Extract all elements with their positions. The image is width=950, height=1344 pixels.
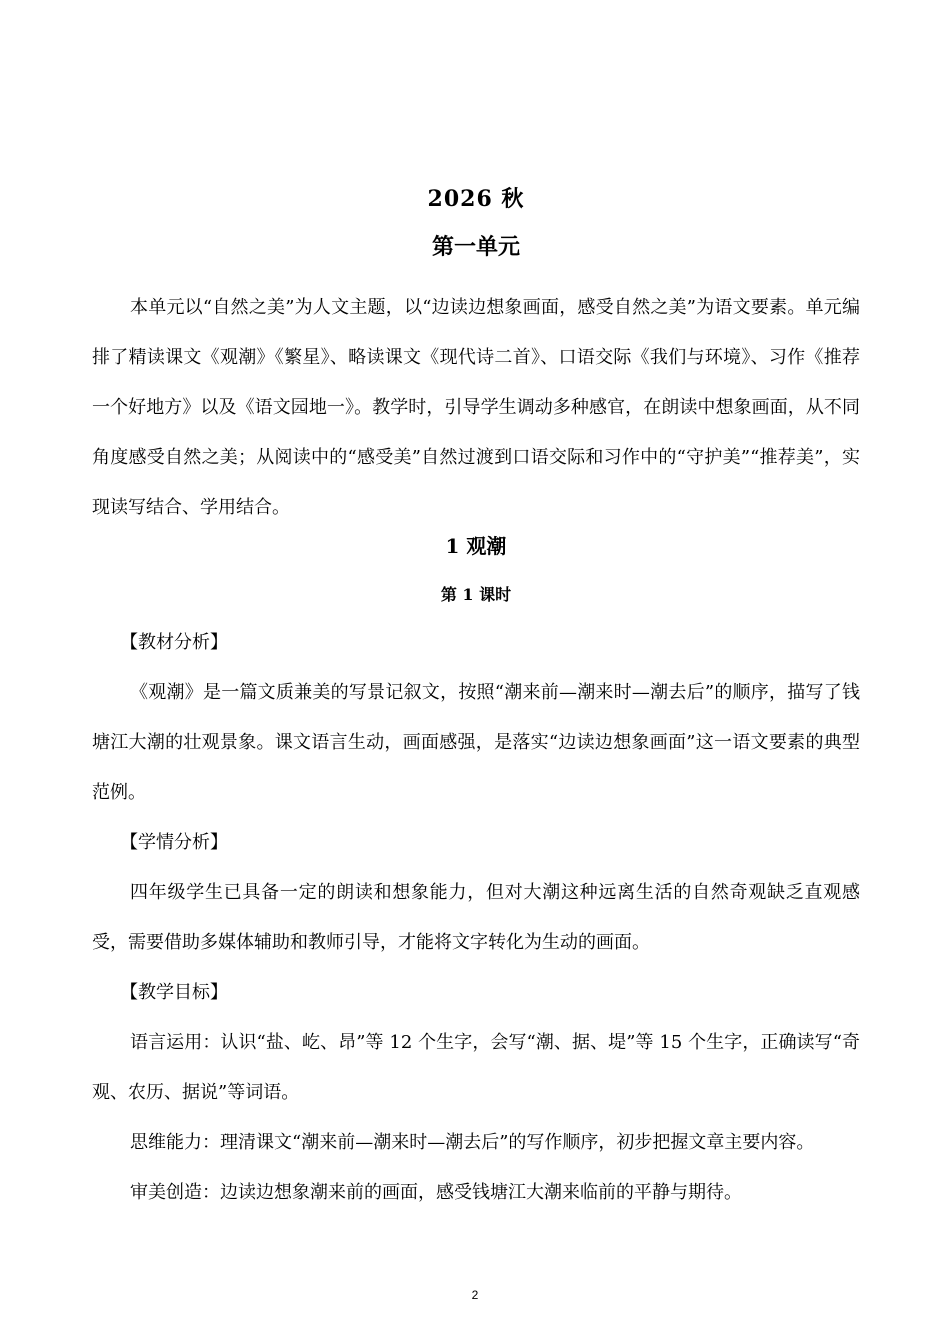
material-analysis-heading: 【教材分析】 xyxy=(120,632,228,653)
unit-title: 第一单元 xyxy=(431,234,520,260)
student-analysis-text: 四年级学生已具备一定的朗读和想象能力，但对大潮这种远离生活的自然奇观缺乏直观感受，需要借助多媒体辅助和教师引导，才能将文字转化为生动的画面。 xyxy=(92,882,860,953)
lesson-body xyxy=(92,618,860,1218)
student-analysis-heading: 【学情分析】 xyxy=(120,832,228,853)
teaching-goals-heading: 【教学目标】 xyxy=(120,982,228,1003)
document-page xyxy=(92,0,860,1344)
material-analysis-text: 《观潮》是一篇文质兼美的写景记叙文，按照“潮来前—潮来时—潮去后”的顺序，描写了钱塘江大潮的壮观景象。课文语言生动，画面感强，是落实“边读边想象画面”这一语文要素的典型范例。 xyxy=(92,682,860,803)
goal-thinking-ability: 思维能力：理清课文“潮来前—潮来时—潮去后”的写作顺序，初步把握文章主要内容。 xyxy=(130,1132,815,1153)
goal-aesthetic-creation: 审美创造：边读边想象潮来前的画面，感受钱塘江大潮来临前的平静与期待。 xyxy=(130,1182,742,1203)
page-number: 2 xyxy=(471,1288,479,1302)
year-title: 2026 秋 xyxy=(427,186,525,212)
goal-language-use: 语言运用：认识“盐、屹、昂”等 12 个生字，会写“潮、据、堤”等 15 个生字，正确读写“奇观、农历、据说”等词语。 xyxy=(92,1032,860,1103)
session-title: 第 1 课时 xyxy=(440,585,512,604)
unit-intro-paragraph: 本单元以“自然之美”为人文主题，以“边读边想象画面，感受自然之美”为语文要素。单元编排了精读课文《观潮》《繁星》、略读课文《现代诗二首》、口语交际《我们与环境》、习作《推荐一个好地方》以及《语文园地一》。教学时，引导学生调动多种感官，在朗读中想象画面，从不同角度感受自然之美；从阅读中的“感受美”自然过渡到口语交际和习作中的“守护美”“推荐美”，实现读写结合、学用结合。 xyxy=(92,297,860,518)
lesson-title: 1 观潮 xyxy=(445,534,507,558)
